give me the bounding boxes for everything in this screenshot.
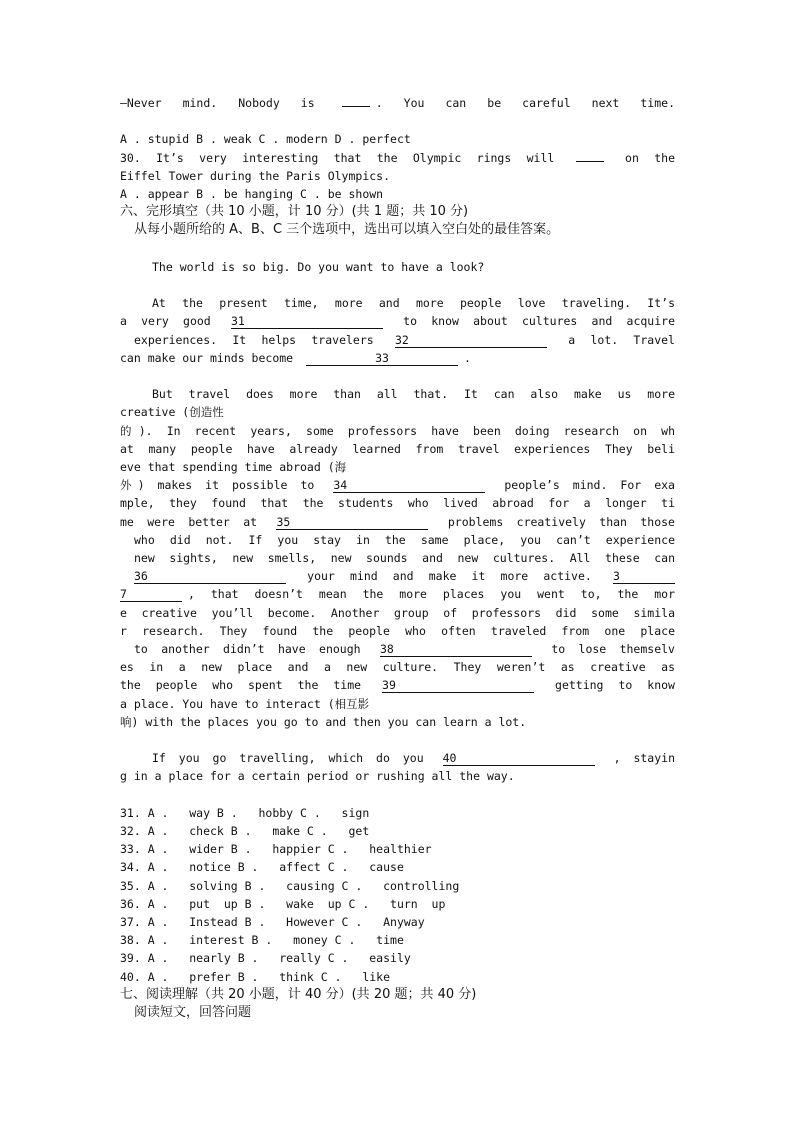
option-36: 36. A . put up B . wake up C . turn up xyxy=(120,896,446,911)
blank-33: 33 xyxy=(306,352,458,366)
q30-options: A . appear B . be hanging C . be shown xyxy=(120,187,384,201)
passage-p3-l8 xyxy=(120,513,675,531)
text: problems creatively than those xyxy=(447,514,675,529)
q29-text: —Never mind. Nobody is xyxy=(120,96,315,110)
option-37: 37. A . Instead B . However C . Anyway xyxy=(120,915,425,930)
blank-31: 31 xyxy=(231,315,383,329)
text: can make our minds become xyxy=(120,350,294,365)
option-32: 32. A . check B . make C . get xyxy=(120,824,370,839)
passage-p4-l1 xyxy=(120,749,675,767)
text: , stayin xyxy=(613,751,675,766)
q30-blank xyxy=(576,161,604,162)
passage-p3-l2: creative (创造性 xyxy=(120,405,224,420)
option-35: 35. A . solving B . causing C . controlling xyxy=(120,878,460,893)
q30-line xyxy=(120,149,675,167)
passage-p3-l3: 的). In recent years, some professors have been doing research on wh xyxy=(120,423,675,438)
text: a very good xyxy=(120,314,211,329)
option-33: 33. A . wider B . happier C . healthier xyxy=(120,842,432,857)
option-34: 34. A . notice B . affect C . cause xyxy=(120,860,404,875)
passage-p1: The world is so big. Do you want to have a look? xyxy=(152,259,485,274)
text: experiences. It helps travelers xyxy=(134,332,374,347)
blank-34: 34 xyxy=(333,479,485,493)
blank-37-end: 7 xyxy=(120,588,182,602)
q30-text: 30. It’s very interesting that the Olympic rings will xyxy=(120,150,555,165)
passage-p3-l13: e creative you’ll become. Another group of professors did some simila xyxy=(120,605,675,620)
passage-p2-l3 xyxy=(120,331,675,349)
q29-line xyxy=(120,94,675,112)
q30-text-after: on the xyxy=(625,150,676,165)
text: to another didn’t have enough xyxy=(134,642,361,657)
option-39: 39. A . nearly B . really C . easily xyxy=(120,951,411,966)
passage-p3-l5: eve that spending time abroad (海 xyxy=(120,460,347,474)
passage-p3-l4: at many people have already learned from travel experiences They beli xyxy=(120,441,675,456)
q29-options: A . stupid B . weak C . modern D . perfect xyxy=(120,132,411,147)
blank-32: 32 xyxy=(395,334,547,348)
blank-40: 40 xyxy=(443,752,595,766)
blank-39: 39 xyxy=(382,679,534,693)
passage-p3-l15 xyxy=(120,640,675,658)
passage-p3-l17 xyxy=(120,676,675,694)
section7-instruction: 阅读短文，回答问题 xyxy=(134,1005,252,1021)
passage-p3-l6 xyxy=(120,476,675,494)
text: getting to know xyxy=(555,678,675,693)
blank-36: 36 xyxy=(134,570,286,584)
passage-p3-l7: mple, they found that the students who lived abroad for a longer ti xyxy=(120,496,675,511)
option-40: 40. A . prefer B . think C . like xyxy=(120,969,391,984)
text: people’s mind. For exa xyxy=(504,478,675,493)
blank-35: 35 xyxy=(276,516,428,530)
section6-instruction: 从每小题所给的 A、B、C 三个选项中，选出可以填入空白处的最佳答案。 xyxy=(134,222,560,238)
passage-p3-l10: new sights, new smells, new sounds and new cultures. All these can xyxy=(134,551,675,566)
options-list xyxy=(120,804,675,986)
q29-text-after: . You can be careful next time. xyxy=(375,96,675,110)
passage-p3-l16: es in a new place and a new culture. They weren’t as creative as xyxy=(120,660,675,675)
text: 外) makes it possible to xyxy=(120,478,315,493)
text: the people who spent the time xyxy=(120,678,362,693)
passage-p4-l2: g in a place for a certain period or rushing all the way. xyxy=(120,769,515,784)
passage-p2-l4 xyxy=(120,349,675,367)
option-38: 38. A . interest B . money C . time xyxy=(120,933,404,948)
passage-p3-l14: r research. They found the people who often traveled from one place xyxy=(120,623,675,638)
blank-38: 38 xyxy=(380,643,532,657)
passage-p3-l19: 响) with the places you go to and then you can learn a lot. xyxy=(120,714,527,729)
text: . xyxy=(464,350,471,365)
section6-title: 六、完形填空（共 10 小题，计 10 分）(共 1 题；共 10 分) xyxy=(120,204,469,220)
exam-page xyxy=(120,94,675,1022)
option-31: 31. A . way B . hobby C . sign xyxy=(120,805,370,820)
text: to know about cultures and acquire xyxy=(403,314,675,329)
section7-title: 七、阅读理解（共 20 小题，计 40 分）(共 20 题；共 40 分) xyxy=(120,986,477,1002)
passage-p2-l2 xyxy=(120,312,675,330)
passage-p3-l9: who did not. If you stay in the same place, you can’t experience xyxy=(134,532,675,547)
blank-37-start: 3 xyxy=(613,570,675,584)
text: me were better at xyxy=(120,514,258,529)
q30-line2: Eiffel Tower during the Paris Olympics. xyxy=(120,168,391,183)
text: , that doesn’t mean the more places you went to, the mor xyxy=(188,587,675,602)
passage-p2-l1: At the present time, more and more people love traveling. It’s xyxy=(152,296,675,311)
q29-blank xyxy=(342,106,370,107)
text: to lose themselv xyxy=(551,642,675,657)
passage-p3-l11 xyxy=(120,567,675,585)
text: a lot. Travel xyxy=(568,332,675,347)
text: If you go travelling, which do you xyxy=(152,751,424,766)
text: your mind and make it more active. xyxy=(307,569,592,584)
passage-p3-l18: a place. You have to interact (相互影 xyxy=(120,696,370,711)
passage-p3-l1: But travel does more than all that. It can also make us more xyxy=(152,387,675,402)
passage-p3-l12 xyxy=(120,585,675,603)
